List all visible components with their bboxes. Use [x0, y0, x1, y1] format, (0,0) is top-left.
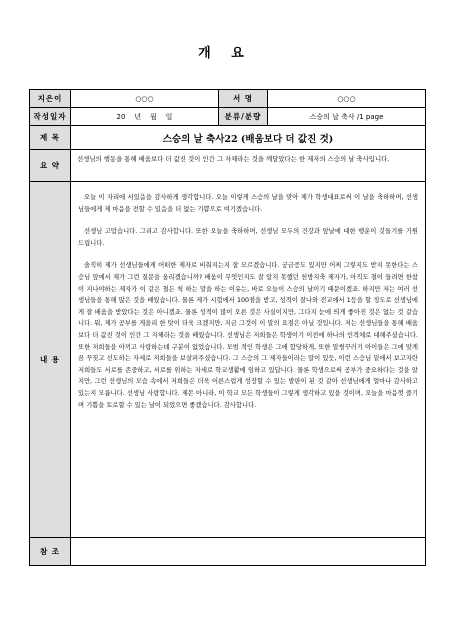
- subject-label: 제 목: [30, 126, 71, 150]
- sign-value: ○○○: [268, 90, 426, 108]
- author-value: ○○○: [71, 90, 219, 108]
- date-row: [30, 108, 426, 126]
- note-value: [71, 538, 426, 566]
- sign-label: 서 명: [219, 90, 268, 108]
- subject-value: 스승의 날 축사22 (배움보다 더 값진 것): [71, 126, 426, 150]
- page-title: 개 요: [198, 46, 252, 61]
- content-paragraph: 선생님 고맙습니다. 그리고 감사합니다. 또한 오늘을 축하하며, 선생님 모두의 건강과 앞날에 대한 행운이 깃들기를 기원 드립니다.: [78, 228, 418, 247]
- content-body: [71, 182, 426, 538]
- summary-row: [30, 150, 426, 182]
- note-row: [30, 538, 426, 566]
- category-value: 스승의 날 축사 /1 page: [268, 108, 426, 126]
- summary-value: 선생님의 행동을 통해 배움보다 더 값진 것이 인간 그 자체라는 것을 깨달았다는 한 제자의 스승의 날 축사입니다.: [71, 150, 426, 182]
- subject-row: [30, 126, 426, 150]
- content-row: [30, 182, 426, 538]
- author-row: [30, 90, 426, 108]
- summary-form-table: [29, 89, 426, 566]
- content-paragraph: 솔직히 제가 선생님들에게 어떠한 제자로 비춰지는지 잘 모르겠습니다. 궁금증도 있지만 어찌 그렇지도 받지 못한다는 스승님 앞에서 제가 그런 질문을 올리겠습니까? 배움이 무엇인지도 잘 알지 못했던 천방지축 제자가, 아직도 철이 들려면 한참이 지나야하는 제자가 이 같은 철든 척 하는 말을 하는 이유는, 바로 오늘이 스승의 날이기 때문이겠죠. 하지만 저는 여러 선생님들을 통해 많은 것을 배웠습니다. 물론 제가 시험에서 100점을 받고, 성적이 잘나와 전교에서 1등을 할 정도로 선생님에게 잘 배움을 받았다는 것은 아니겠죠. 물론 성적이 많이 오른 것은 사실이지만, 그다지 눈에 띄게 좋아진 것은 없는 것 같습니다. 뭐, 제가 공부를 게을리 한 탓이 더욱 크겠지만, 지금 그것이 이 말의 요점은 아닐 것입니다. 저는 선생님들을 통해 배움보다 더 값진 것이 인간 그 자체라는 것을 배웠습니다. 선생님은 저희들은 학생이기 이전에 하나의 인격체로 대해주셨습니다. 또한 저희들을 아끼고 사랑하는데 구분이 없었습니다. 모범 적인 학생은 그에 합당하게, 또한 말썽꾸러기 아이들은 그에 맞게끔 꾸짖고 선도하는 자세로 저희들을 보살펴주셨습니다. 그 스승의 그 제자들이라는 말이 있듯, 이런 스승님 밑에서 보고자란 저희들도 서로를 존중하고, 서로를 위하는 자세로 학교생활에 임하고 있답니다. 물론 학생으로써 공부가 중요하다는 것을 알지만, 그런 선생님의 모습 속에서 저희들은 더욱 어른스럽게 성장할 수 있는 발판이 된 것 같아 선생님에게 얼마나 감사하고 있는지 모릅니다. 선생님 사랑합니다. 제몬 아니라, 이 학교 모든 학생들이 그렇게 생각하고 있을 것이며, 오늘을 마음껏 즐기며 기쁨을 토로할 수 있는 날이 되었으면 좋겠습니다. 감사합니다.: [78, 262, 418, 409]
- author-label: 지은이: [30, 90, 71, 108]
- content-paragraph: 오늘 이 자리에 서있음을 감사하게 생각합니다. 오늘 이렇게 스승의 날을 맞아 제가 학생대표로써 이 날을 축하하며, 선생님들에게 제 마음을 전할 수 있음을 더 없는 기쁨으로 여기겠습니다.: [78, 194, 418, 213]
- category-label: 분류/분량: [219, 108, 268, 126]
- content-label: 내 용: [30, 182, 71, 538]
- date-label: 작성일자: [30, 108, 71, 126]
- note-label: 참 조: [30, 538, 71, 566]
- date-value: 20 년 월 일: [71, 108, 219, 126]
- summary-label: 요 약: [30, 150, 71, 182]
